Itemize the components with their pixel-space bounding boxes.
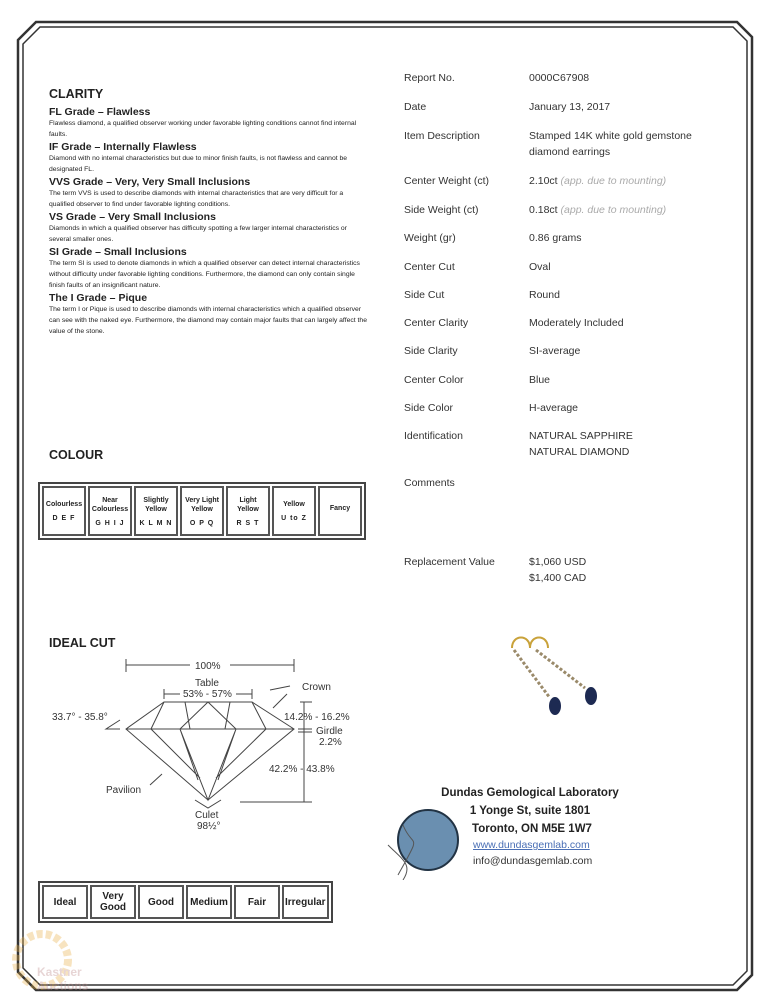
cut-grade-cell: Medium: [186, 885, 232, 919]
grade-description: The term SI is used to denote diamonds in which a qualified observer can detect internal characteristics without difficulty under favorable lighting conditions. Furthermore, the diamond can only contain single finish faults of an insignificant nature.: [49, 260, 360, 289]
report-value: [529, 128, 692, 160]
grade-title: VVS Grade – Very, Very Small Inclusions: [49, 176, 251, 188]
grade-description: The term VVS is used to describe diamonds with internal characteristics that are very difficult for a qualified observer to find under favorable lighting conditions.: [49, 190, 344, 208]
grade-title: The I Grade – Pique: [49, 292, 148, 304]
diagram-pavilion: Pavilion: [106, 785, 142, 796]
colour-grades: U to Z: [281, 515, 307, 522]
report-value: [529, 70, 589, 86]
watermark-text: Kastner Auctions: [37, 965, 89, 993]
value-line-2: $1,400 CAD: [529, 572, 587, 584]
cut-grade-cell: Ideal: [42, 885, 88, 919]
report-value: [529, 230, 582, 246]
colour-cell: [88, 486, 132, 536]
value-text: H-average: [529, 402, 579, 414]
cut-grade-table: [38, 881, 333, 923]
value-text: SI-average: [529, 345, 581, 357]
report-label: Comments: [404, 477, 455, 489]
lab-email: info@dundasgemlab.com: [473, 855, 593, 867]
colour-name: Very Light Yellow: [185, 496, 219, 513]
colour-grades: D E F: [52, 515, 76, 522]
value-line-2: diamond earrings: [529, 146, 611, 158]
cut-grade-cell: Fair: [234, 885, 280, 919]
colour-cell: [272, 486, 316, 536]
lab-website-link[interactable]: www.dundasgemlab.com: [473, 839, 590, 851]
report-label: Center Color: [404, 374, 464, 386]
value-text: Round: [529, 289, 560, 301]
report-label: Center Weight (ct): [404, 175, 489, 187]
clarity-grade: [49, 106, 369, 140]
diagram-width: 100%: [195, 661, 221, 672]
clarity-grade: [49, 292, 369, 337]
report-label: Side Weight (ct): [404, 204, 479, 216]
report-value: [529, 173, 666, 189]
value-text: 0.18ct: [529, 204, 558, 216]
report-value: [529, 315, 624, 331]
report-label: Side Color: [404, 402, 454, 414]
clarity-grade: [49, 176, 369, 210]
grade-description: Diamond with no internal characteristics but due to minor finish faults, is not flawless and cannot be designated FL.: [49, 155, 348, 173]
colour-name: Light Yellow: [237, 496, 259, 513]
grade-title: FL Grade – Flawless: [49, 106, 151, 118]
value-text: NATURAL SAPPHIRE: [529, 430, 633, 442]
report-label: Side Clarity: [404, 345, 458, 357]
grade-title: IF Grade – Internally Flawless: [49, 141, 197, 153]
colour-name: Fancy: [329, 504, 351, 512]
report-value: [529, 428, 633, 460]
hologram-seal: [383, 805, 463, 880]
earrings-photo: [490, 628, 610, 723]
watermark-logo: [12, 930, 112, 995]
diagram-culet-label: Culet: [195, 810, 219, 821]
diagram-table-label: Table: [195, 678, 219, 689]
report-label: Identification: [404, 430, 463, 442]
grade-description: The term I or Pique is used to describe diamonds with internal characteristics which a qualified observer can see with the naked eye. Furthermore, the diamond may contain major faults that can largely affect the value of the stone.: [49, 306, 367, 335]
report-value: [529, 202, 666, 218]
report-label: Report No.: [404, 72, 455, 84]
lab-address-1: 1 Yonge St, suite 1801: [469, 805, 591, 817]
diagram-crown-angle: 33.7° - 35.8°: [52, 712, 108, 723]
value-text: January 13, 2017: [529, 101, 611, 113]
value-text: Stamped 14K white gold gemstone: [529, 130, 692, 142]
report-label: Date: [404, 101, 427, 113]
clarity-heading: CLARITY: [49, 87, 104, 101]
colour-grades: O P Q: [189, 519, 215, 527]
value-text: 0.86 grams: [529, 232, 582, 244]
grade-description: Flawless diamond, a qualified observer working under favorable lighting conditions cannot find internal faults.: [49, 120, 357, 138]
report-value: [529, 287, 560, 303]
grade-description: Diamonds in which a qualified observer has difficulty spotting a few larger internal characteristics or several smaller ones.: [49, 225, 347, 243]
value-line-2: NATURAL DIAMOND: [529, 446, 630, 458]
diagram-girdle-label: Girdle: [316, 726, 343, 737]
report-value: [529, 99, 610, 115]
report-label: Replacement Value: [404, 556, 495, 568]
report-label: Weight (gr): [404, 232, 456, 244]
cut-grade-cell: Very Good: [90, 885, 136, 919]
report-label: Center Cut: [404, 261, 455, 273]
colour-cell: [226, 486, 270, 536]
grade-title: VS Grade – Very Small Inclusions: [49, 211, 216, 223]
cut-grade-cell: Irregular: [282, 885, 329, 919]
value-text: Blue: [529, 374, 551, 386]
value-text: 2.10ct: [529, 175, 558, 187]
colour-scale-table: [38, 482, 366, 540]
value-text: Oval: [529, 261, 551, 273]
lab-name: Dundas Gemological Laboratory: [441, 787, 619, 799]
colour-cell: [318, 486, 362, 536]
colour-name: Slightly Yellow: [143, 496, 169, 513]
report-label: Item Description: [404, 130, 480, 142]
ideal-cut-heading: IDEAL CUT: [49, 636, 116, 650]
diagram-crown-height: 14.2% - 16.2%: [284, 712, 350, 723]
value-note: (app. due to mounting): [560, 204, 667, 216]
colour-cell: [180, 486, 224, 536]
colour-name: Near Colourless: [91, 496, 129, 513]
value-text: $1,060 USD: [529, 556, 587, 568]
report-value: [529, 343, 580, 359]
value-text: Moderately Included: [529, 317, 624, 329]
clarity-grade: [49, 141, 369, 175]
colour-cell: [134, 486, 178, 536]
cut-grade-cell: Good: [138, 885, 184, 919]
clarity-grade: [49, 211, 369, 245]
diagram-table: 53% - 57%: [183, 689, 232, 700]
diagram-pavilion-depth: 42.2% - 43.8%: [269, 764, 335, 775]
diagram-girdle: 2.2%: [319, 737, 342, 748]
report-value: [529, 400, 578, 416]
diagram-crown: Crown: [302, 682, 331, 693]
colour-name: Yellow: [283, 501, 305, 508]
colour-heading: COLOUR: [49, 448, 104, 462]
value-note: (app. due to mounting): [560, 175, 667, 187]
clarity-grades: [49, 106, 369, 338]
diagram-culet: 98½°: [197, 821, 221, 832]
report-value: [529, 554, 586, 586]
report-label: Side Cut: [404, 289, 445, 301]
lab-address-2: Toronto, ON M5E 1W7: [472, 823, 592, 835]
colour-grades: G H I J: [95, 519, 125, 527]
colour-name: Colourless: [45, 501, 83, 508]
grade-title: SI Grade – Small Inclusions: [49, 246, 187, 258]
colour-cell: [42, 486, 86, 536]
colour-grades: R S T: [236, 519, 260, 527]
diamond-cut-diagram: [40, 650, 370, 840]
colour-grades: K L M N: [139, 519, 173, 527]
report-label: Center Clarity: [404, 317, 469, 329]
value-text: 0000C67908: [529, 72, 590, 84]
clarity-grade: [49, 246, 369, 291]
report-value: [529, 372, 550, 388]
report-value: [529, 259, 551, 275]
